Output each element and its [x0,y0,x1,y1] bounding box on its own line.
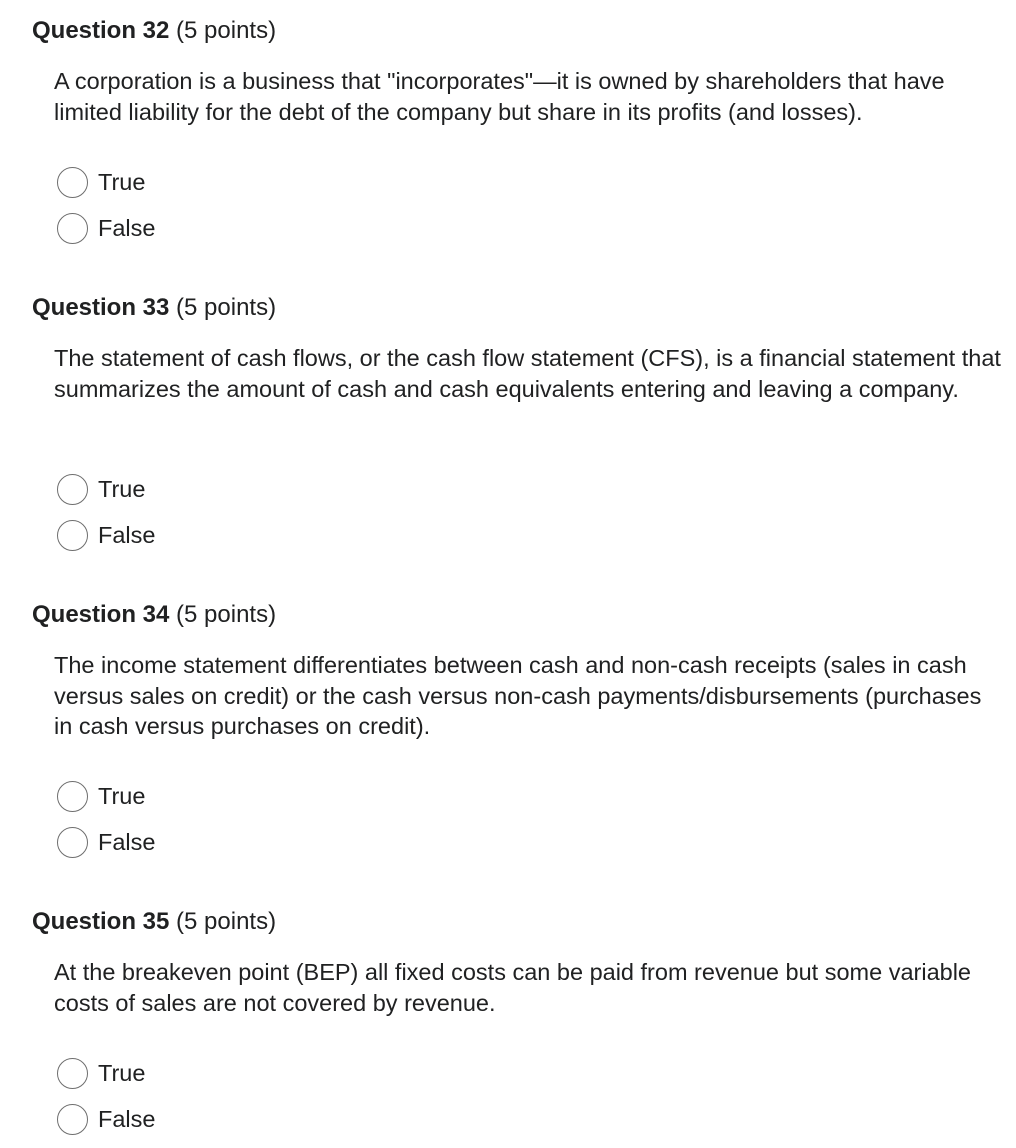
option-label: False [98,1106,156,1132]
option-false[interactable] [57,211,257,245]
question-points: (5 points) [176,294,277,321]
option-false[interactable] [57,518,257,552]
question-number: Question 32 [32,17,170,44]
option-label: True [98,169,146,195]
option-label: False [98,829,156,855]
question-number: Question 34 [32,601,170,628]
radio-button[interactable] [57,781,88,812]
radio-button[interactable] [57,213,88,244]
option-label: True [98,476,146,502]
option-false[interactable] [57,825,257,859]
question-title [32,907,276,937]
question-points: (5 points) [176,908,277,935]
option-label: False [98,215,156,241]
question-title [32,600,276,630]
question-points: (5 points) [176,601,277,628]
option-label: True [98,783,146,809]
radio-button[interactable] [57,167,88,198]
question-text: At the breakeven point (BEP) all fixed costs can be paid from revenue but some variable costs of sales are not covered by revenue. [54,959,971,1016]
option-true[interactable] [57,165,257,199]
question-text: The income statement differentiates between cash and non-cash receipts (sales in cash versus sales on credit) or the cash versus non-cash payments/disbursements (purchases in cash versus purchases on credit). [54,652,982,739]
question-points: (5 points) [176,17,277,44]
option-false[interactable] [57,1102,257,1136]
radio-button[interactable] [57,827,88,858]
option-true[interactable] [57,472,257,506]
radio-button[interactable] [57,1104,88,1135]
question-number: Question 35 [32,908,170,935]
question-title [32,293,276,323]
option-label: True [98,1060,146,1086]
question-number: Question 33 [32,294,170,321]
radio-button[interactable] [57,520,88,551]
radio-button[interactable] [57,474,88,505]
question-title [32,16,276,46]
option-true[interactable] [57,1056,257,1090]
radio-button[interactable] [57,1058,88,1089]
option-true[interactable] [57,779,257,813]
question-text: A corporation is a business that "incorporates"—it is owned by shareholders that have limited liability for the debt of the company but share in its profits (and losses). [54,68,945,125]
question-text: The statement of cash flows, or the cash flow statement (CFS), is a financial statement that summarizes the amount of cash and cash equivalents entering and leaving a company. [54,345,1001,402]
option-label: False [98,522,156,548]
